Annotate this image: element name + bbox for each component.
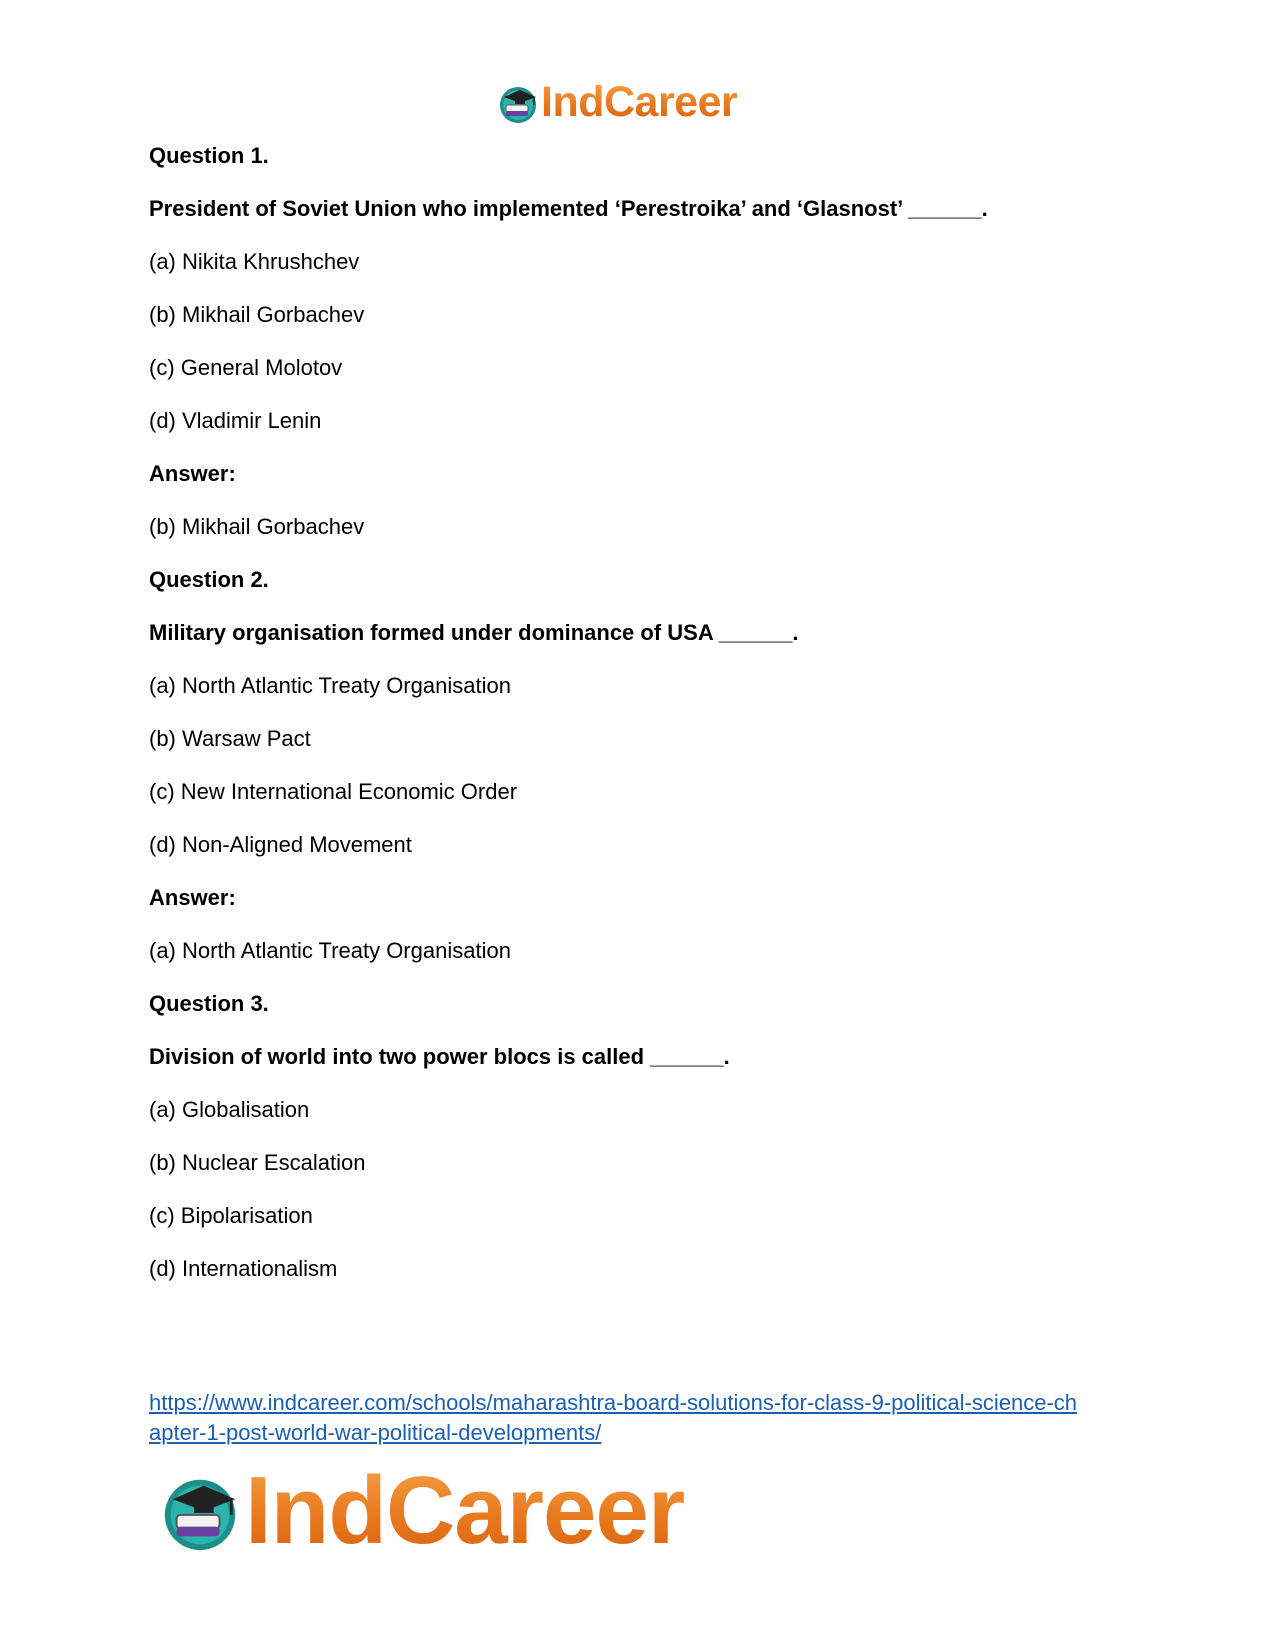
question-1-text: President of Soviet Union who implemented ‘Perestroika’ and ‘Glasnost’ ______. (149, 196, 988, 221)
question-2-option-a: (a) North Atlantic Treaty Organisation (149, 673, 511, 698)
question-1-answer-label: Answer: (149, 461, 236, 486)
brand-logo-bottom (157, 1456, 684, 1566)
question-3-option-b: (b) Nuclear Escalation (149, 1150, 366, 1175)
question-2-option-b: (b) Warsaw Pact (149, 726, 311, 751)
graduation-cap-globe-icon (496, 81, 540, 125)
question-2-option-c: (c) New International Economic Order (149, 779, 518, 804)
question-3-option-c: (c) Bipolarisation (149, 1203, 313, 1228)
question-1-answer: (b) Mikhail Gorbachev (149, 514, 365, 539)
question-2-answer: (a) North Atlantic Treaty Organisation (149, 938, 511, 963)
question-3-heading: Question 3. (149, 991, 269, 1016)
question-1-option-a: (a) Nikita Khrushchev (149, 249, 360, 274)
question-2-answer-label: Answer: (149, 885, 236, 910)
question-1-option-c: (c) General Molotov (149, 355, 343, 380)
graduation-cap-globe-icon (157, 1468, 243, 1554)
brand-name: IndCareer (245, 1457, 685, 1564)
question-1-option-b: (b) Mikhail Gorbachev (149, 302, 365, 327)
question-2-option-d: (d) Non-Aligned Movement (149, 832, 412, 857)
question-2-text: Military organisation formed under dominance of USA ______. (149, 620, 799, 645)
question-3-text: Division of world into two power blocs is called ______. (149, 1044, 730, 1069)
brand-name: IndCareer (541, 78, 738, 126)
source-url-line-2: apter-1-post-world-war-political-developments/ (149, 1420, 602, 1445)
source-url-link[interactable] (149, 1388, 1109, 1448)
source-url-line-1: https://www.indcareer.com/schools/maharashtra-board-solutions-for-class-9-political-science-ch (149, 1390, 1078, 1415)
brand-logo-top (496, 78, 737, 127)
question-1-option-d: (d) Vladimir Lenin (149, 408, 322, 433)
question-1-heading: Question 1. (149, 143, 269, 168)
question-3-option-d: (d) Internationalism (149, 1256, 338, 1281)
question-2-heading: Question 2. (149, 567, 269, 592)
question-3-option-a: (a) Globalisation (149, 1097, 310, 1122)
